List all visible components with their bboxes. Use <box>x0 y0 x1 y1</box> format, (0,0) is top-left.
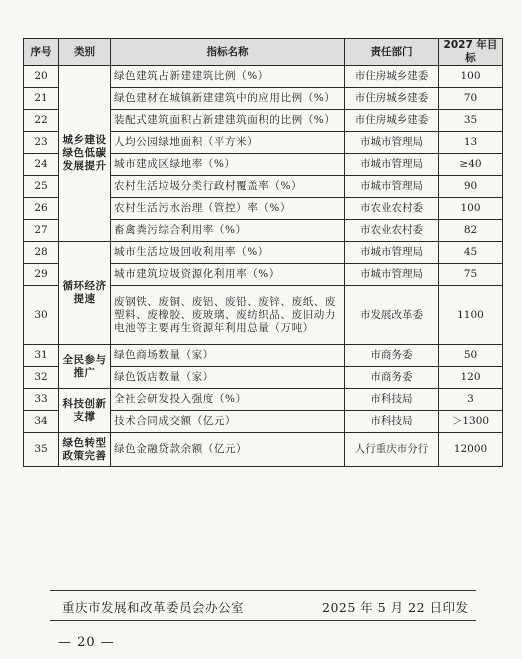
indicator-name: 农村生活垃圾分类行政村覆盖率（%） <box>111 176 345 198</box>
category-cell: 循环经济提速 <box>59 242 111 345</box>
indicator-name: 城市建筑垃圾资源化利用率（%） <box>111 264 345 286</box>
row-no: 29 <box>24 264 59 286</box>
table-header-row <box>24 39 503 66</box>
department: 市住房城乡建委 <box>345 66 439 88</box>
indicator-name: 人均公园绿地面积（平方米） <box>111 132 345 154</box>
target-value: 50 <box>439 345 503 367</box>
row-no: 21 <box>24 88 59 110</box>
category-cell: 绿色转型政策完善 <box>59 433 111 467</box>
row-no: 28 <box>24 242 59 264</box>
department: 市科技局 <box>345 389 439 411</box>
department: 市农业农村委 <box>345 198 439 220</box>
indicator-name: 绿色饭店数量（家） <box>111 367 345 389</box>
department: 市城市管理局 <box>345 264 439 286</box>
target-value: 1100 <box>439 286 503 345</box>
target-value: 90 <box>439 176 503 198</box>
row-no: 24 <box>24 154 59 176</box>
row-no: 27 <box>24 220 59 242</box>
row-no: 26 <box>24 198 59 220</box>
department: 市商务委 <box>345 367 439 389</box>
indicator-table <box>23 38 503 467</box>
header-target: 2027 年目标 <box>439 39 503 66</box>
indicator-name: 装配式建筑面积占新建建筑面积的比例（%） <box>111 110 345 132</box>
target-value: 13 <box>439 132 503 154</box>
category-cell: 全民参与推广 <box>59 345 111 389</box>
header-category: 类别 <box>59 39 111 66</box>
indicator-name: 绿色金融贷款余额（亿元） <box>111 433 345 467</box>
row-no: 20 <box>24 66 59 88</box>
department: 市科技局 <box>345 411 439 433</box>
category-cell: 城乡建设绿色低碳发展提升 <box>59 66 111 242</box>
indicator-name: 绿色建筑占新建建筑比例（%） <box>111 66 345 88</box>
target-value: ≥40 <box>439 154 503 176</box>
indicator-name: 城市建成区绿地率（%） <box>111 154 345 176</box>
target-value: 70 <box>439 88 503 110</box>
footer-issuing-office: 重庆市发展和改革委员会办公室 <box>62 600 245 615</box>
row-no: 34 <box>24 411 59 433</box>
department: 市住房城乡建委 <box>345 110 439 132</box>
header-indicator: 指标名称 <box>111 39 345 66</box>
department: 市发展改革委 <box>345 286 439 345</box>
row-no: 25 <box>24 176 59 198</box>
header-no: 序号 <box>24 39 59 66</box>
table-row <box>24 66 503 88</box>
indicator-name: 废钢铁、废铜、废铝、废铅、废锌、废纸、废塑料、废橡胶、废玻璃、废纺织品、废旧动力电池等主要再生资源年利用总量（万吨） <box>111 286 345 345</box>
department: 市城市管理局 <box>345 154 439 176</box>
target-value: 100 <box>439 198 503 220</box>
indicator-name: 全社会研发投入强度（%） <box>111 389 345 411</box>
indicator-name: 畜禽粪污综合利用率（%） <box>111 220 345 242</box>
table-row <box>24 389 503 411</box>
table-row <box>24 242 503 264</box>
department: 市城市管理局 <box>345 242 439 264</box>
category-cell: 科技创新支撑 <box>59 389 111 433</box>
page-number: — 20 — <box>58 635 115 650</box>
target-value: 75 <box>439 264 503 286</box>
target-value: 45 <box>439 242 503 264</box>
row-no: 23 <box>24 132 59 154</box>
row-no: 35 <box>24 433 59 467</box>
row-no: 22 <box>24 110 59 132</box>
department: 人行重庆市分行 <box>345 433 439 467</box>
table-row <box>24 345 503 367</box>
indicator-name: 绿色商场数量（家） <box>111 345 345 367</box>
table-row <box>24 433 503 467</box>
department: 市城市管理局 <box>345 176 439 198</box>
department: 市商务委 <box>345 345 439 367</box>
row-no: 30 <box>24 286 59 345</box>
footer-bottom-rule <box>50 620 476 621</box>
footer-top-rule <box>50 590 476 591</box>
target-value: 100 <box>439 66 503 88</box>
indicator-name: 农村生活污水治理（管控）率（%） <box>111 198 345 220</box>
target-value: 82 <box>439 220 503 242</box>
target-value: 12000 <box>439 433 503 467</box>
row-no: 33 <box>24 389 59 411</box>
target-value: 120 <box>439 367 503 389</box>
footer-print-date: 2025 年 5 月 22 日印发 <box>322 600 469 615</box>
indicator-name: 技术合同成交额（亿元） <box>111 411 345 433</box>
target-value: 3 <box>439 389 503 411</box>
department: 市城市管理局 <box>345 132 439 154</box>
target-value: ＞1300 <box>439 411 503 433</box>
target-value: 35 <box>439 110 503 132</box>
indicator-name: 城市生活垃圾回收利用率（%） <box>111 242 345 264</box>
row-no: 31 <box>24 345 59 367</box>
indicator-name: 绿色建材在城镇新建建筑中的应用比例（%） <box>111 88 345 110</box>
row-no: 32 <box>24 367 59 389</box>
department: 市农业农村委 <box>345 220 439 242</box>
header-department: 责任部门 <box>345 39 439 66</box>
department: 市住房城乡建委 <box>345 88 439 110</box>
